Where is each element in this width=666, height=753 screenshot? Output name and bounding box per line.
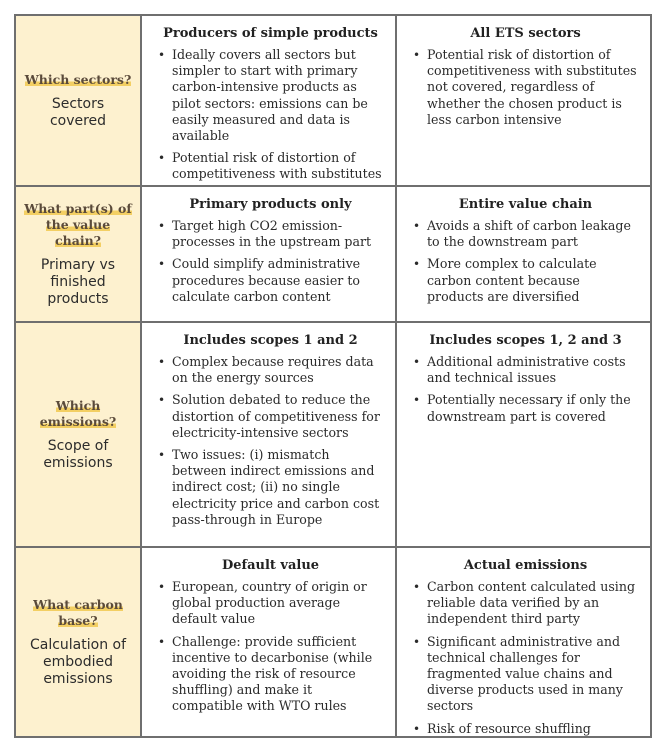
bullet-item: • Complex because requires data on the energy sources (156, 354, 385, 386)
option-title: Actual emissions (463, 558, 588, 573)
option-cell-right (397, 185, 650, 321)
option-title: Entire value chain (458, 197, 593, 212)
bullet-list (411, 218, 640, 305)
option-cell-left (142, 546, 397, 736)
row-label-emissions (16, 321, 142, 546)
bullet-item: • Potential risk of distortion of competitiveness with substitutes (156, 150, 385, 182)
option-title: Producers of simple products (163, 26, 378, 41)
option-cell-right (397, 546, 650, 736)
bullet-item: • More complex to calculate carbon content because products are diversified (411, 256, 640, 305)
bullet-item: • Carbon content calculated using reliable data verified by an independent third party (411, 579, 640, 628)
bullet-item: • Solution debated to reduce the distortion of competitiveness for electricity-intensive sectors (156, 392, 385, 441)
row-question: What part(s) of the value chain? (24, 200, 132, 248)
option-title: Includes scopes 1, 2 and 3 (429, 333, 622, 348)
bullet-list (411, 47, 640, 128)
bullet-list (156, 579, 385, 715)
option-cell-right (397, 16, 650, 185)
row-label-sectors (16, 16, 142, 185)
bullet-item: • Challenge: provide sufficient incentive to decarbonise (while avoiding the risk of resource shuffling) and make it compatible with WTO rules (156, 634, 385, 715)
bullet-item: • Additional administrative costs and technical issues (411, 354, 640, 386)
bullet-item: • European, country of origin or global production average default value (156, 579, 385, 628)
row-question: Which sectors? (24, 71, 132, 87)
row-label-carbon-base (16, 546, 142, 736)
bullet-list (156, 354, 385, 528)
option-cell-left (142, 16, 397, 185)
bullet-list (156, 47, 385, 183)
row-subtitle: Scope of emissions (43, 437, 113, 471)
row-question: What carbon base? (33, 596, 123, 628)
option-title: Primary products only (189, 197, 352, 212)
option-title: Includes scopes 1 and 2 (183, 333, 358, 348)
row-question: Which emissions? (39, 397, 117, 429)
bullet-item: • Potentially necessary if only the downstream part is covered (411, 392, 640, 424)
option-cell-left (142, 185, 397, 321)
option-cell-left (142, 321, 397, 546)
bullet-item: • Significant administrative and technical challenges for fragmented value chains and diverse products used in many sectors (411, 634, 640, 715)
row-subtitle: Primary vs finished products (40, 256, 116, 307)
option-cell-right (397, 321, 650, 546)
bullet-list (411, 579, 640, 737)
bullet-item: • Two issues: (i) mismatch between indirect emissions and indirect cost; (ii) no single electricity price and carbon cost pass-through in Europe (156, 447, 385, 528)
bullet-item: • Could simplify administrative procedures because easier to calculate carbon content (156, 256, 385, 305)
bullet-item: • Potential risk of distortion of competitiveness with substitutes not covered, regardless of whether the chosen product is less carbon intensive (411, 47, 640, 128)
option-title: Default value (221, 558, 320, 573)
bullet-item: • Ideally covers all sectors but simpler to start with primary carbon-intensive products as pilot sectors: emissions can be easily measured and data is available (156, 47, 385, 144)
row-subtitle: Sectors covered (49, 95, 107, 129)
option-title: All ETS sectors (470, 26, 581, 41)
row-label-value-chain (16, 185, 142, 321)
bullet-item: • Target high CO2 emission-processes in the upstream part (156, 218, 385, 250)
bullet-item: • Avoids a shift of carbon leakage to the downstream part (411, 218, 640, 250)
bullet-list (156, 218, 385, 305)
row-subtitle: Calculation of embodied emissions (29, 636, 127, 687)
comparison-table (14, 14, 652, 738)
bullet-list (411, 354, 640, 425)
bullet-item: • Risk of resource shuffling (411, 721, 640, 737)
